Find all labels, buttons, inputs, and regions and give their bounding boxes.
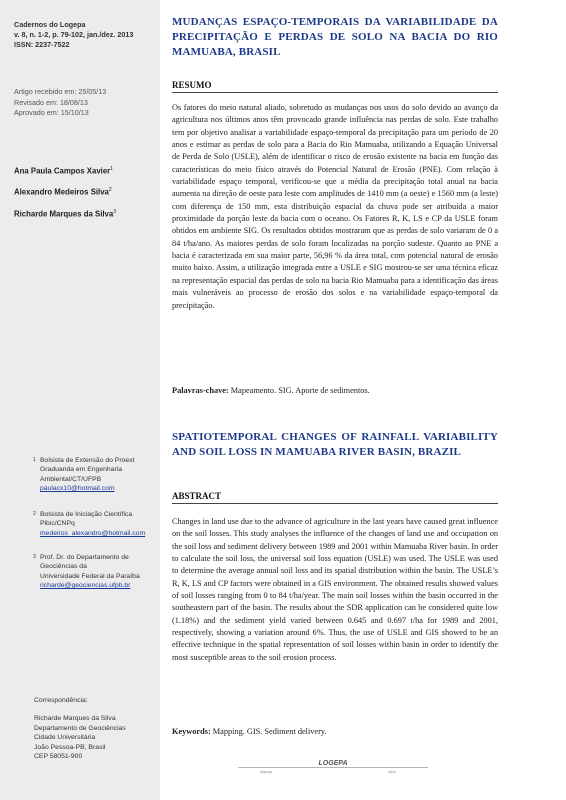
approved-date: Aprovado em: 15/10/13: [14, 108, 89, 117]
revised-date: Revisado em: 18/08/13: [14, 97, 88, 107]
author-mark: 2: [108, 187, 112, 194]
title-pt: MUDANÇAS ESPAÇO-TEMPORAIS DA VARIABILIDADE DA PRECIPITAÇÃO E PERDAS DE SOLO NA BACIA DO RIO MAMUABA, BRASIL: [172, 16, 498, 58]
journal-info: [14, 20, 133, 49]
keywords-pt: [172, 386, 498, 395]
correspondence-line: CEP 58051-900: [34, 753, 83, 761]
footer-small-right: ufpb: [388, 769, 396, 774]
author-name: Richarde Marques da Silva: [14, 209, 114, 219]
abstract-heading: ABSTRACT: [172, 491, 498, 504]
keywords-en-label: Keywords:: [172, 727, 211, 736]
affiliation-1: [33, 456, 135, 494]
affiliation-email-link[interactable]: medeiros_alexandro@hotmail.com: [40, 529, 146, 537]
author-3: [14, 203, 116, 224]
article-dates: [14, 87, 106, 119]
correspondence: [34, 696, 126, 761]
footer-logo: [238, 760, 428, 774]
correspondence-line: Departamento de Geociências: [34, 724, 126, 732]
affiliation-email-link[interactable]: richarde@geociencias.ufpb.br: [40, 582, 131, 590]
keywords-en-value: Mapping. GIS. Sediment delivery.: [212, 727, 327, 736]
correspondence-line: João Pessoa-PB, Brasil: [34, 743, 106, 751]
affiliation-number: 3: [33, 554, 36, 560]
resumo-heading: RESUMO: [172, 80, 498, 93]
keywords-pt-label: Palavras-chave:: [172, 386, 229, 395]
affiliation-3: [33, 553, 140, 591]
author-name: Alexandro Medeiros Silva: [14, 187, 109, 197]
title-en: SPATIOTEMPORAL CHANGES OF RAINFALL VARIABILITY AND SOIL LOSS IN MAMUABA RIVER BASIN, BRAZIL: [172, 431, 498, 458]
affiliation-line: Pibic/CNPq: [40, 520, 75, 528]
affiliation-line: Geociências da: [40, 563, 87, 571]
footer-small-left: logepa: [260, 769, 273, 774]
affiliation-line: Bolsista de Extensão do Proext: [40, 457, 135, 464]
affiliation-email-link[interactable]: paulacx10@hotmail.com: [40, 485, 115, 493]
keywords-pt-value: Mapeamento. SIG. Aporte de sedimentos.: [230, 386, 370, 395]
affiliation-line: Graduanda em Engenharia: [40, 466, 122, 474]
keywords-en: [172, 727, 498, 736]
sidebar: [0, 0, 160, 800]
affiliation-number: 2: [33, 511, 36, 517]
author-name: Ana Paula Campos Xavier: [14, 166, 111, 176]
correspondence-line: Richarde Marques da Silva: [34, 715, 116, 723]
abstract-text: Changes in land use due to the advance of agriculture in the last years have caused great influence on the soil losses. This study analyses the influence of the changes of land use and occupation on the soil loss and sediment delivery between 1989 and 2001 within Mamuaba River basin. In order to calculate the soil loss, the universal soil loss equation (USLE) was used. The USLE was used to determine the average annual soil loss and its spatial distribution within the basin. The USLE’s R, K, LS and CP factors were obtained in a GIS environment. The obtained results showed values of soil losses ranging from 0 to 84 t/ha/year. The main soil losses within the basin occurred in the southeastern part of the basin. The results about the SDR application can be considered quite low (1.18%) and the sediment yield varied between 0.645 and 0.697 t/ha for 1989 and 2001, respectively, showing a variation around 6%. Thus, the use of USLE and GIS showed to be an effective technique in the spatial representation of soil losses within basin in order to identify the most susceptible areas to the soil erosion process.: [172, 517, 498, 662]
affiliation-line: Universidade Federal da Paraíba: [40, 572, 140, 580]
journal-issn: ISSN: 2237-7522: [14, 39, 70, 49]
footer-rule: [238, 767, 428, 768]
correspondence-line: Cidade Universitária: [34, 734, 96, 742]
author-mark: 3: [113, 208, 117, 215]
received-date: Artigo recebido em: 25/05/13: [14, 87, 107, 96]
resumo-text: Os fatores do meio natural aliado, sobretudo as mudanças nos usos do solo devido ao avanço da agricultura nos últimos anos têm provocado grande influência nas perdas de solo. Este trabalho tem por objetivo analisar a variabilidade espaço-temporal da precipitação para um período de 20 anos e estimar as perdas de solo para a Bacia do Rio Mamuaba, utilizando a Equação Universal de Perda de Solo (USLE), além de identificar o risco de erosão existente na bacia em função das características do meio físico através do Potencial Natural de Erosão (PNE). Com relação à variabilidade espaço temporal, verificou-se que a média da precipitação total anual na bacia aumenta na direção de oeste para leste com amplitudes de 1410 mm (a oeste) e 1560 mm (a leste) com diferença de 150 mm, esta distribuição espacial da chuva pode ser atribuída a maior proximidade da porção leste da bacia com o oceano. Os Fatores R, K, LS e CP da USLE foram obtidos em ambiente SIG. Os resultados obtidos mostraram que as perdas de solo variaram de 0 a 84 t/ha/ano. As maiores perdas de solo foram localizadas na porção sudeste. Quanto ao PNE a bacia é caracterizada em sua maior parte, 56,96 % da área total, com potencial natural de erosão muito baixo. Assim, a utilização integrada entre a USLE e SIG mostrou-se ser uma técnica eficaz na representação espacial das perdas de solo na bacia Rio Mamuaba para a identificação das áreas mais vulneráveis ao processo de erosão dos solos e na variabilidade espaço-temporal da precipitação.: [172, 103, 498, 310]
author-1: [14, 160, 116, 181]
affiliation-number: 1: [33, 457, 36, 463]
journal-volume: v. 8, n. 1-2, p. 79-102, jan./dez. 2013: [14, 29, 134, 39]
correspondence-label: Correspondência:: [34, 697, 88, 704]
logepa-logo: LOGEPA: [303, 760, 363, 767]
affiliation-2: [33, 510, 146, 538]
affiliation-line: Ambiental/CT/UFPB: [40, 475, 102, 483]
affiliation-line: Bolsista de Iniciação Científica: [40, 511, 133, 518]
author-2: [14, 181, 116, 202]
journal-name: Cadernos do Logepa: [14, 20, 86, 29]
author-mark: 1: [110, 166, 113, 172]
affiliation-line: Prof. Dr. do Departamento de: [40, 554, 129, 561]
author-list: [14, 160, 116, 224]
